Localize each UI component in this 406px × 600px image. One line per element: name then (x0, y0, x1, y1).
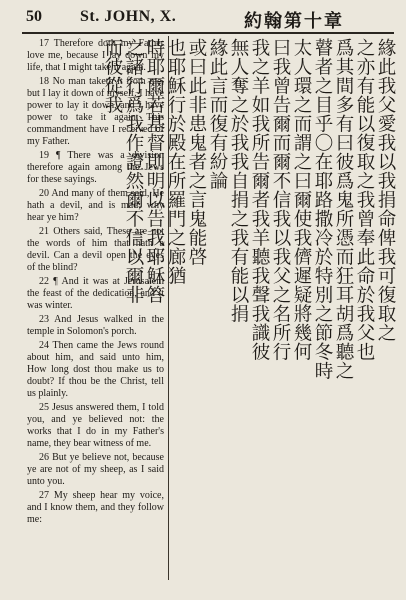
chinese-line: 也耶穌行於殿在所羅門之廊猶 (165, 38, 186, 285)
chinese-line: 我之羊如我所告爾者我羊聽我聲我識彼 (249, 38, 270, 361)
chinese-title: 約翰第十章 (244, 11, 344, 31)
verse-25: 25 Jesus answered them, I told you, and ye believed not: the works that I do in my Father's name, they bear witness of me. (27, 402, 164, 449)
chinese-text (102, 38, 396, 588)
chinese-line: 瞽者之目乎〇在耶路撒冷於特別之節冬時 (312, 38, 333, 380)
verse-17: 17 Therefore doth my Father love me, because I lay down my life, that I might take it again. (27, 38, 164, 73)
verse-22: 22 ¶ And it was at Jerusalem the feast of the dedication, and it was winter. (27, 276, 164, 311)
chinese-line: 時耶爾若基督則明以告我耶穌答 (144, 38, 165, 304)
verse-24: 24 Then came the Jews round about him, and said unto him, How long dost thou make us to doubt? If thou be the Christ, tell us plainly. (27, 340, 164, 399)
chinese-line: 曰我曾告爾而爾不信我以我父之名所行 (270, 38, 291, 361)
verse-26: 26 But ye believe not, because ye are not of my sheep, as I said unto you. (27, 452, 164, 487)
verse-19: 19 ¶ There was a division therefore again among the Jews for these sayings. (27, 150, 164, 185)
chinese-line: 太人環之而謂之曰爾使我儕遲疑將幾何 (291, 38, 312, 361)
chinese-column (102, 38, 396, 588)
page-number: 50 (26, 8, 42, 25)
chinese-line: 無人奪之於我我自捐之我有能以捐 (228, 38, 249, 323)
book-title: St. JOHN, X. (80, 8, 177, 25)
chinese-line: 緣此言而復有紛論 (207, 38, 228, 190)
chinese-line: 或曰此非患鬼者之言鬼能啓 (186, 38, 207, 266)
chinese-line: 而彼從我 (102, 38, 123, 114)
verse-27: 27 My sheep hear my voice, and I know them, and they follow me: (27, 490, 164, 525)
verse-20: 20 And many of them said, He hath a devil, and is mad; why hear ye him? (27, 188, 164, 223)
verse-18: 18 No man taketh it from me, but I lay it down of myself. I have power to lay it down, and I have power to take it again. This commandment have I received of my Father. (27, 76, 164, 147)
verse-23: 23 And Jesus walked in the temple in Solomon's porch. (27, 314, 164, 337)
chinese-line: 緣此我父愛我以我捐命俾我可復取之 (375, 38, 396, 342)
chinese-line: 爲其間多有曰彼爲鬼所憑而狂耳胡爲聽之 (333, 38, 354, 380)
verse-21: 21 Others said, These are not the words of him that hath a devil. Can a devil open the eyes of the blind? (27, 226, 164, 273)
chinese-line: 之亦有能以復取之我曾奉此命於我父也 (354, 38, 375, 361)
chinese-line: 之諸行爲我作證然爾不信以爾非 (123, 38, 144, 304)
header-rule (22, 32, 394, 34)
